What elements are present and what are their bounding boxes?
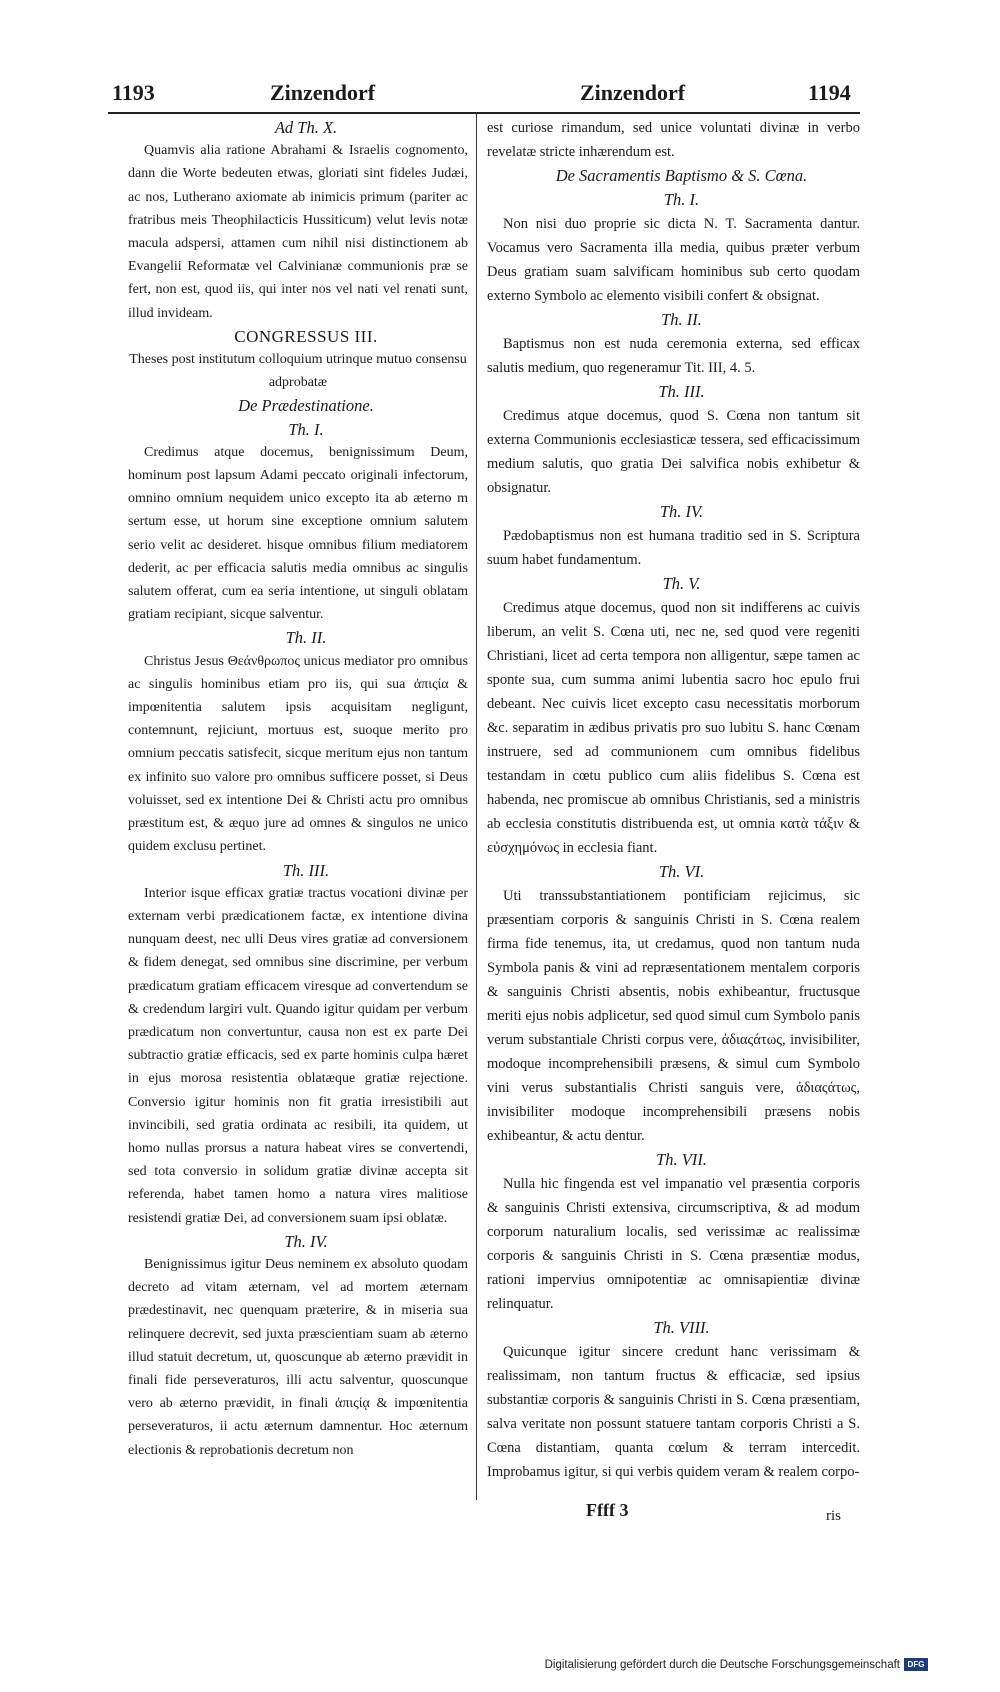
catchword: ris xyxy=(826,1508,841,1524)
subtitle: Theses post institutum colloquium utrinque mutuo consensu adprobatæ xyxy=(129,352,467,391)
page-number-right: 1194 xyxy=(808,80,851,105)
section-heading: Th. III. xyxy=(658,382,705,401)
paragraph: Interior isque efficax gratiæ tractus vocationi divinæ per externam verbi prædicationem factæ, ex intentione divina nunquam deest, nec ulli Deus vires gratiæ ad conversionem & fidem denegat, sed omnibus sine discrimine, per verbum prædicatum gratiam efficacem viresque ad convertendum se & credendum largiri vult. Quando igitur quidam per verbum prædicatum non convertuntur, causa non est ex parte Dei subtractio gratiæ efficacis, sed ex parte hominis culpa hæret in ejus morosa resistentia oblatæque gratiæ rejectione. Conversio igitur hominis non fit gratia irresistibili aut invincibili, sed gratia ordinata ac resibili, ita quidem, ut homo nullas prorsus a natura habeat vires se convertendi, sed tota conversio in solidum gratiæ divinæ accepta sit referenda, habet tamen homo a natura vires malitiose resistendi gratiæ Dei, ad conversionem suam ipsi oblatæ. xyxy=(128,885,468,1226)
page-number-left: 1193 xyxy=(112,80,155,105)
section-heading: Ad Th. X. xyxy=(274,118,338,137)
running-head-left: Zinzendorf xyxy=(270,80,376,105)
paragraph: Non nisi duo proprie sic dicta N. T. Sacramenta dantur. Vocamus vero Sacramenta illa media, quibus præter verbum Deus gratiam suam salvificam hominibus sub certo quodam externo Symbolo ac elemento visibili confert & obsignat. xyxy=(487,216,860,304)
section-heading: Th. II. xyxy=(661,310,702,329)
section-heading: Th. II. xyxy=(285,628,327,648)
paragraph: Credimus atque docemus, quod S. Cœna non tantum sit externa Communionis ecclesiasticæ tessera, sed efficacissimum medium salutis, quo gratia Dei salvifica nobis exhibetur & obsignatur. xyxy=(487,408,860,496)
paragraph: Nulla hic fingenda est vel impanatio vel præsentia corporis & sanguinis Christi extensiva, circumscriptiva, & ad modum corporum naturalium localis, sed verissimæ ac realissimæ corporis & sanguinis Christi in S. Cœna præsentiæ modus, rationi impervius omnipotentiæ ac omnisapientiæ divinæ relinquatur. xyxy=(487,1176,860,1312)
section-heading: Th. VI. xyxy=(658,862,705,881)
paragraph: Credimus atque docemus, benignissimum Deum, hominum post lapsum Adami peccato originali infectorum, omnino omnium nequidem unico excepto ita ab æterno m sertum esse, ut horum sine exceptione omnium salutem serio velit ac desideret. hisque omnibus filium mediatorem dederit, ac per efficacia salutis media omnibus ac singulis salutem offerat, cum ea seria intentione, ut singuli oblatam gratiam recipiant, sicque salventur. xyxy=(128,444,468,623)
section-heading: Th. IV. xyxy=(284,1231,328,1251)
paragraph: Credimus atque docemus, quod non sit indifferens ac cuivis liberum, an velit S. Cœna uti, nec ne, sed quod vere regeniti Christiani, licet ad certa tempora non alligentur, sæpe tamen ac sponte sua, cum summa animi lubentia sacro hoc epulo frui debeant. Nec cuivis licet excepto casu necessitatis morborum &c. separatim in ædibus privatis pro suo lubitu S. hanc Cœnam instruere, sed ad communionem cum omnibus fidelibus testandam in cœtu publico cum aliis fidelibus S. Cœna est habenda, nec promiscue ab omnibus Christianis, sed a ministris ab ecclesia constitutis distribuenda est, ut omnia κατὰ τάξιν & εὐσχημόνως in ecclesia fiant. xyxy=(487,600,860,856)
paragraph: Christus Jesus Θεάνθρωπος unicus mediator pro omnibus ac singulis hominibus etiam pro iis, qui sua ἀπιςία & impœnitentia salutem ipsis acquisitam negligunt, contemnunt, rejiciunt, mortuus est, suoque merito pro omnium peccatis satisfecit, sicque meritum ejus non tantum ex infinito suo valore pro omnibus sufficere posset, si Deus voluisset, sed ex intentione Dei & Christi actu pro omnibus præstitum est, & æquo jure ad omnes & singulos ne unico quidem exclusu pertinet. xyxy=(128,653,468,855)
section-heading: Th. VII. xyxy=(656,1150,707,1169)
paragraph: Baptismus non est nuda ceremonia externa, sed efficax salutis medium, quo regeneramur Tit. III, 4. 5. xyxy=(487,336,860,376)
digitization-footer xyxy=(545,1658,928,1671)
section-heading: Th. III. xyxy=(282,860,330,880)
section-heading: Th. I. xyxy=(663,190,700,209)
column-divider xyxy=(476,114,477,1500)
dfg-logo: DFG xyxy=(904,1658,928,1671)
paragraph: est curiose rimandum, sed unice voluntati divinæ in verbo revelatæ stricte inhærendum est. xyxy=(487,120,860,160)
signature-mark: Ffff 3 xyxy=(586,1500,629,1520)
congress-title: CONGRESSUS III. xyxy=(234,326,378,346)
header-rule xyxy=(108,112,860,114)
section-heading: Th. V. xyxy=(662,574,701,593)
section-heading: De Prædestinatione. xyxy=(238,396,374,416)
section-heading: De Sacramentis Baptismo & S. Cœna. xyxy=(555,166,808,185)
running-head-right: Zinzendorf xyxy=(580,80,686,105)
right-column xyxy=(487,116,860,1484)
footer-text: Digitalisierung gefördert durch die Deutsche Forschungsgemeinschaft xyxy=(544,1658,900,1671)
section-heading: Th. IV. xyxy=(659,502,704,521)
paragraph: Pædobaptismus non est humana traditio sed in S. Scriptura suum habet fundamentum. xyxy=(487,528,860,568)
section-heading: Th. VIII. xyxy=(653,1318,710,1337)
paragraph: Uti transsubstantiationem pontificiam rejicimus, sic præsentiam corporis & sanguinis Christi in S. Cœna realem firma fide tenemus, ita, ut credamus, quod non tantum nuda Symbola panis & vini ad repræsentationem mentalem corporis & sanguinis Christi absentis, nobis exhibeantur, fructusque meriti ejus nobis adplicetur, sed quod simul cum Symbolo panis verum substantiale Christi corpus vere, ἀδιαςάτως, invisibiliter, modoque incomprehensibili præsens, & simul cum Symbolo vini verus substantialis Christi sanguis vere, ἀδιαςάτως, invisibiliter modoque incomprehensibili præsens nobis exhibeantur, & actu dentur. xyxy=(487,888,860,1144)
paragraph: Benignissimus igitur Deus neminem ex absoluto quodam decreto ad vitam æternam, vel ad mortem æternam prædestinavit, nec quenquam præterire, & in miseria sua relinquere decrevit, sed juxta præscientiam suam ab æterno illud statuit decretum, ut, quoscunque ab æterno prævidit in finali fide perseveraturos, illi actu salventur, quoscunque vero ab æterno prævidit, in finali ἀπιςίᾳ & impœnitentia perseveraturos, ii actu æternum damnentur. Hoc æternum electionis & reprobationis decretum non xyxy=(128,1256,468,1458)
paragraph: Quamvis alia ratione Abrahami & Israelis cognomento, dann die Worte bedeuten etwas, gloriati sint fideles Judæi, ac nos, Lutherano axiomate ab inimicis primum (pariter ac fratribus meis Theophilacticis Hussiticum) velut levis notæ macula adspersi, attamen cum nihil nisi distinctionem ab Evangelii Reformatæ vel Calvinianæ communionis præ se fert, non est, quod iis, qui inter nos vel nati vel renati sunt, illud invideam. xyxy=(128,143,468,321)
left-column xyxy=(128,116,468,1462)
paragraph: Quicunque igitur sincere credunt hanc verissimam & realissimam, non tantum fructus & efficaciæ, sed ipsius substantiæ corporis & sanguinis Christi in S. Cœna præsentiam, salva veritate non possunt statuere tantam corporis Christi a S. Cœna distantiam, quanta cœlum & terram intercedit. Improbamus igitur, si qui verbis quidem veram & realem corpo- xyxy=(487,1344,860,1480)
section-heading: Th. I. xyxy=(288,419,324,439)
